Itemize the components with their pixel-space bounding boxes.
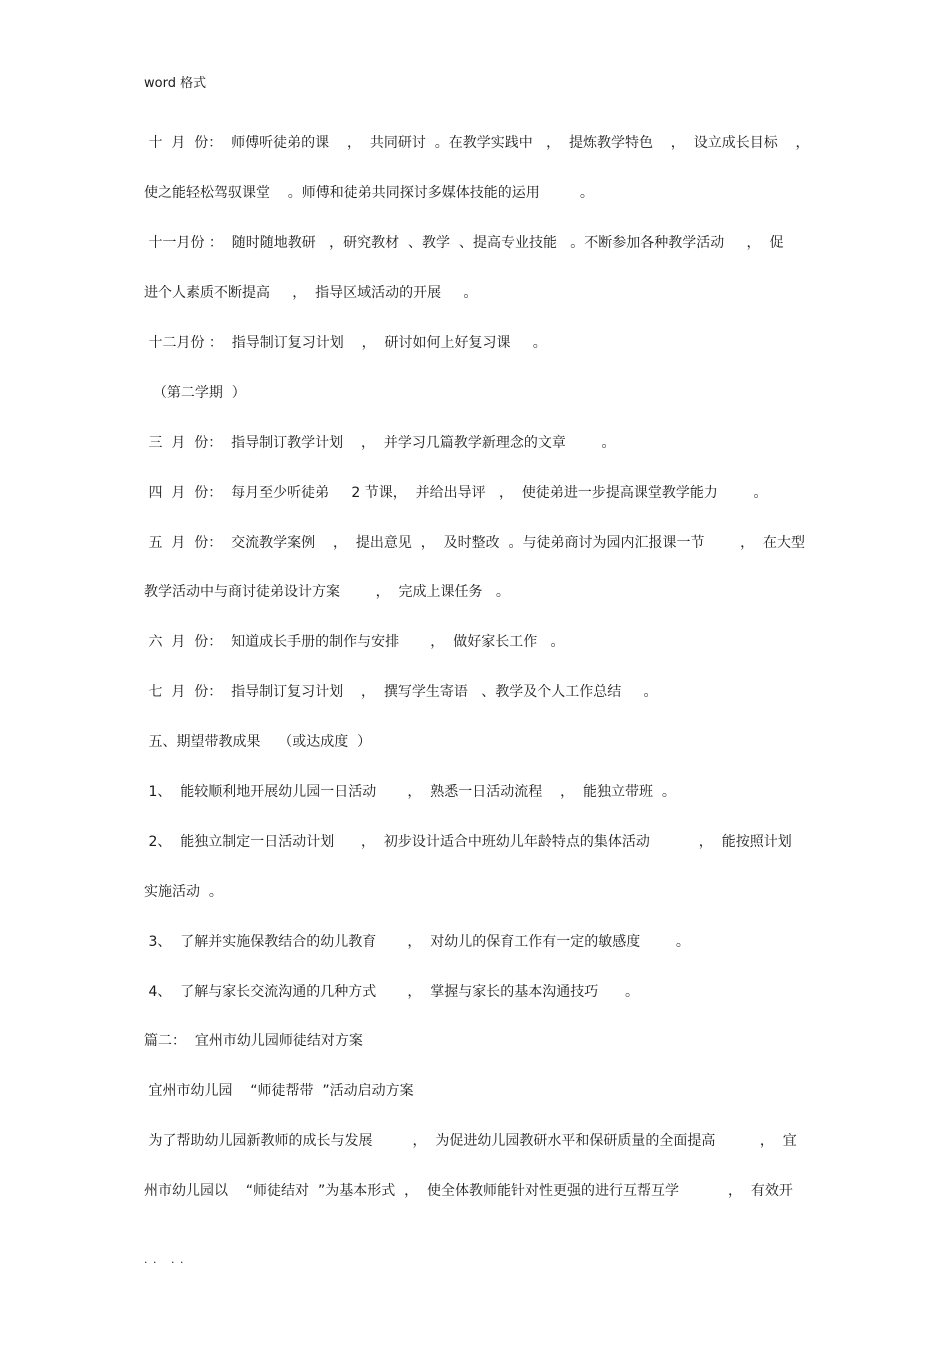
text-line: 宜州市幼儿园 “师徒帮带 ”活动启动方案 <box>144 1083 414 1099</box>
text-line: 五、期望带教成果 （或达成度 ） <box>144 734 372 750</box>
page-footer: . . . . <box>144 1253 185 1266</box>
page-header: word 格式 <box>144 76 207 91</box>
text-line: 实施活动 。 <box>144 884 223 900</box>
text-line: 篇二： 宜州市幼儿园师徒结对方案 <box>144 1033 363 1049</box>
text-line: 州市幼儿园以 “师徒结对 ”为基本形式 ， 使全体教师能针对性更强的进行互帮互学 ， 有效开 <box>144 1183 793 1199</box>
text-line: 十 月 份： 师傅听徒弟的课 ， 共同研讨 。在教学实践中 ， 提炼教学特色 ， 设立成长目标 ， <box>144 135 810 151</box>
text-line: 六 月 份： 知道成长手册的制作与安排 ， 做好家长工作 。 <box>144 634 565 650</box>
text-line: 为了帮助幼儿园新教师的成长与发展 ， 为促进幼儿园教研水平和保研质量的全面提高 ， 宜 <box>144 1133 797 1149</box>
text-line: 七 月 份： 指导制订复习计划 ， 撰写学生寄语 、教学及个人工作总结 。 <box>144 684 658 700</box>
text-line: 四 月 份： 每月至少听徒弟 2 节课， 并给出导评 ， 使徒弟进一步提高课堂教学能力 。 <box>144 485 768 501</box>
text-line: 五 月 份： 交流教学案例 ， 提出意见 ， 及时整改 。与徒弟商讨为园内汇报课一节 ， 在大型 <box>144 535 806 551</box>
text-line: （第二学期 ） <box>144 385 246 401</box>
text-line: 进个人素质不断提高 ， 指导区域活动的开展 。 <box>144 285 478 301</box>
text-line: 十一月份 ： 随时随地教研 ，研究教材 、教学 、提高专业技能 。不断参加各种教学活动 ， 促 <box>144 235 784 251</box>
text-line: 十二月份 ： 指导制订复习计划 ， 研讨如何上好复习课 。 <box>144 335 547 351</box>
text-line: 教学活动中与商讨徒弟设计方案 ， 完成上课任务 。 <box>144 584 510 600</box>
text-line: 三 月 份： 指导制订教学计划 ， 并学习几篇教学新理念的文章 。 <box>144 435 616 451</box>
text-line: 3、 了解并实施保教结合的幼儿教育 ， 对幼儿的保育工作有一定的敏感度 。 <box>144 934 690 950</box>
text-line: 2、 能独立制定一日活动计划 ， 初步设计适合中班幼儿年龄特点的集体活动 ， 能按照计划 <box>144 834 792 850</box>
text-line: 1、 能较顺利地开展幼儿园一日活动 ， 熟悉一日活动流程 ， 能独立带班 。 <box>144 784 676 800</box>
text-line: 使之能轻松驾驭课堂 。师傅和徒弟共同探讨多媒体技能的运用 。 <box>144 185 594 201</box>
text-line: 4、 了解与家长交流沟通的几种方式 ， 掌握与家长的基本沟通技巧 。 <box>144 984 640 1000</box>
